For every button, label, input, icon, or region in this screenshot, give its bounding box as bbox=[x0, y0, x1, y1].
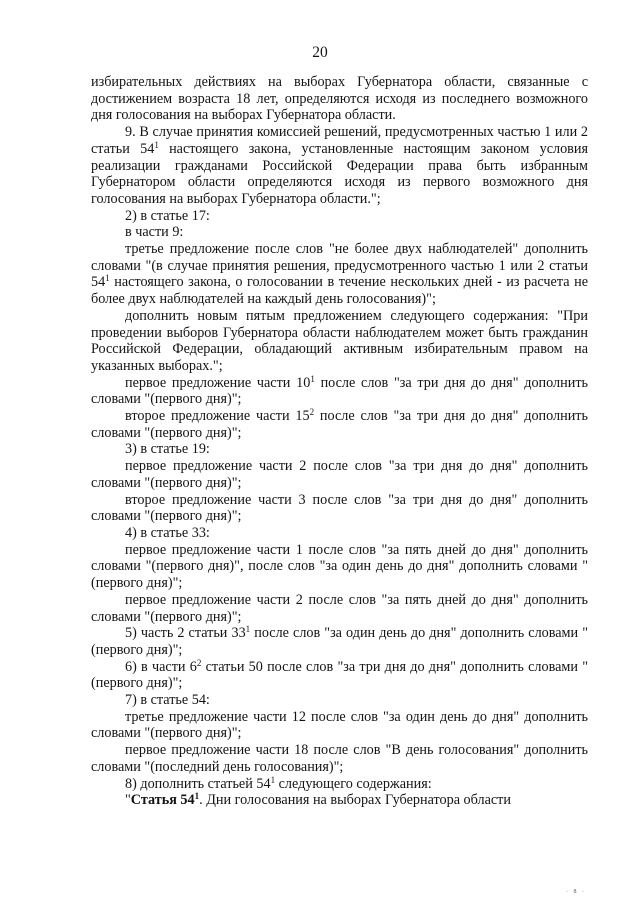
paragraph-text: после слов "за один день до дня" дополнить словами "(первого дня)"; bbox=[91, 625, 588, 658]
footer-mark: · 8 · bbox=[566, 889, 586, 895]
paragraph bbox=[91, 659, 588, 692]
paragraph bbox=[91, 592, 588, 625]
paragraph-text: в части 9: bbox=[125, 224, 184, 241]
paragraph-text: 6) в части 6 bbox=[125, 658, 197, 675]
list-item bbox=[91, 441, 588, 458]
paragraph bbox=[91, 74, 588, 124]
paragraph-text: первое предложение части 2 после слов "за пять дней до дня" дополнить словами "(первого дня)"; bbox=[91, 591, 588, 625]
paragraph-text: после слов "за три дня до дня" дополнить словами "(первого дня)"; bbox=[91, 374, 588, 408]
paragraph-text: 3) в статье 19: bbox=[125, 441, 210, 458]
list-item bbox=[91, 525, 588, 542]
paragraph bbox=[91, 458, 588, 491]
superscript: 1 bbox=[194, 791, 200, 802]
paragraph-text: 5) часть 2 статьи 33 bbox=[125, 625, 246, 642]
paragraph-text: настоящего закона, установленные настоящим законом условия реализации гражданами Российской Федерации права быть избранным Губернатором области определяются исходя из первого возможного дня голосования на выборах Губернатора области."; bbox=[91, 140, 588, 207]
superscript: 2 bbox=[196, 657, 202, 668]
superscript: 1 bbox=[270, 774, 276, 785]
superscript: 1 bbox=[154, 139, 159, 150]
article-title bbox=[131, 792, 199, 808]
paragraph-text: 8) дополнить статьей 54 bbox=[125, 775, 271, 792]
paragraph-text: первое предложение части 10 bbox=[125, 374, 311, 391]
list-item bbox=[91, 692, 588, 709]
paragraph-text: первое предложение части 18 после слов "В день голосования" дополнить словами "(последний день голосования)"; bbox=[91, 742, 588, 775]
superscript: 1 bbox=[245, 624, 251, 635]
paragraph bbox=[91, 709, 588, 742]
paragraph-text: второе предложение части 3 после слов "за три дня до дня" дополнить словами "(первого дня)"; bbox=[91, 491, 588, 525]
page-number: 20 bbox=[312, 44, 328, 61]
paragraph bbox=[91, 625, 588, 658]
paragraph bbox=[91, 308, 588, 375]
superscript: 2 bbox=[309, 407, 315, 418]
paragraph-text: 2) в статье 17: bbox=[125, 207, 210, 224]
superscript: 1 bbox=[105, 273, 110, 284]
document-body bbox=[91, 74, 588, 809]
paragraph-text: дополнить новым пятым предложением следующего содержания: "При проведении выборов Губернатора области наблюдателем может быть гражданин Российской Федерации, обладающий активным избирательным правом на указанных выборах."; bbox=[91, 307, 588, 374]
paragraph bbox=[91, 124, 588, 208]
paragraph bbox=[91, 542, 588, 592]
list-item bbox=[91, 208, 588, 225]
paragraph-text: второе предложение части 15 bbox=[125, 408, 310, 425]
superscript: 1 bbox=[310, 373, 315, 384]
article-heading-text: . Дни голосования на выборах Губернатора области bbox=[199, 792, 511, 809]
paragraph-text: третье предложение после слов "не более двух наблюдателей" дополнить словами "(в случае принятия решения, предусмотренного частью 1 или 2 статьи 54 bbox=[91, 241, 588, 291]
paragraph-text: первое предложение части 1 после слов "за пять дней до дня" дополнить словами "(первого дня)", после слов "за один день до дня" дополнить словами "(первого дня)"; bbox=[91, 541, 588, 592]
paragraph-text: 7) в статье 54: bbox=[125, 692, 210, 709]
paragraph-text: 9. В случае принятия комиссией решений, предусмотренных частью 1 или 2 статьи 54 bbox=[91, 124, 588, 157]
paragraph-text: статьи 50 после слов "за три дня до дня" дополнить словами "(первого дня)"; bbox=[91, 658, 588, 692]
article-number: Статья 54 bbox=[130, 792, 195, 809]
paragraph-text: первое предложение части 2 после слов "за три дня до дня" дополнить словами "(первого дня)"; bbox=[91, 458, 588, 491]
list-item bbox=[91, 224, 588, 241]
paragraph-text: настоящего закона, о голосовании в течение нескольких дней - из расчета не более двух наблюдателей на каждый день голосования)"; bbox=[91, 274, 588, 308]
list-item bbox=[91, 776, 588, 793]
article-heading bbox=[91, 792, 588, 809]
paragraph-text: избирательных действиях на выборах Губернатора области, связанные с достижением возраста 18 лет, определяются исходя из последнего возможного дня голосования на выборах Губернатора области. bbox=[91, 74, 588, 124]
paragraph bbox=[91, 492, 588, 525]
paragraph-text: 4) в статье 33: bbox=[125, 524, 210, 541]
paragraph-text: следующего содержания: bbox=[275, 775, 432, 792]
paragraph-text: после слов "за три дня до дня" дополнить словами "(первого дня)"; bbox=[91, 408, 588, 441]
paragraph bbox=[91, 408, 588, 441]
paragraph bbox=[91, 375, 588, 408]
paragraph bbox=[91, 742, 588, 775]
quote-mark: " bbox=[125, 792, 131, 809]
paragraph bbox=[91, 241, 588, 308]
paragraph-text: третье предложение части 12 после слов "за один день до дня" дополнить словами "(первого дня)"; bbox=[91, 708, 588, 742]
